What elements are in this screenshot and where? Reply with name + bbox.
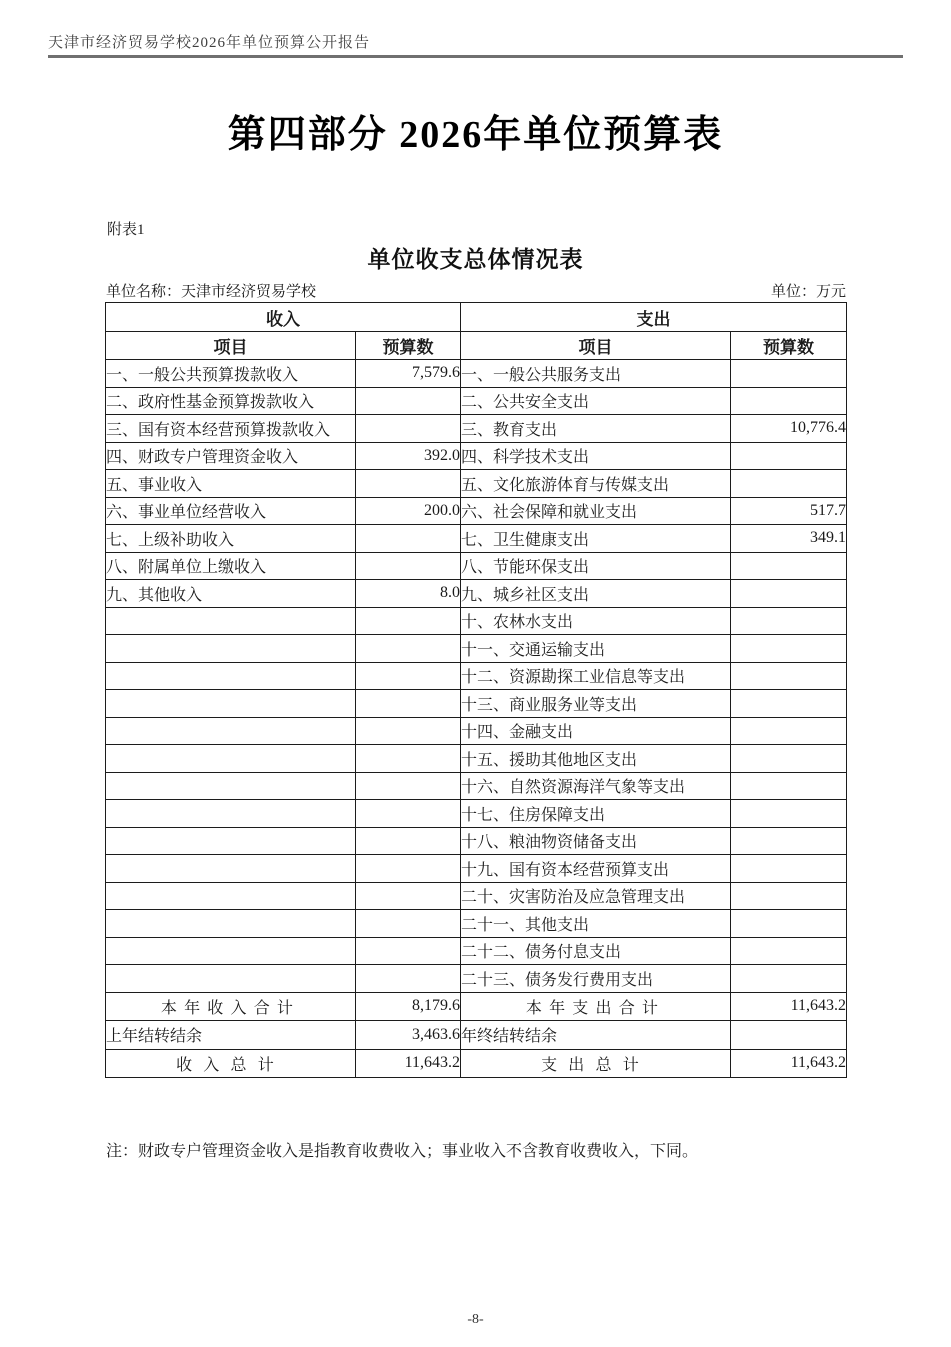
expense-section-header: 支出 xyxy=(461,303,847,332)
expense-value-cell xyxy=(731,470,847,498)
expense-value-cell xyxy=(731,965,847,993)
expense-value-cell: 11,643.2 xyxy=(731,1049,847,1078)
income-value-cell xyxy=(356,800,461,828)
table-row xyxy=(106,965,847,993)
income-item-cell xyxy=(106,717,356,745)
expense-value-cell xyxy=(731,745,847,773)
income-item-cell: 上年结转结余 xyxy=(106,1021,356,1050)
income-value-cell xyxy=(356,827,461,855)
income-value-cell xyxy=(356,910,461,938)
table-section-header-row xyxy=(106,303,847,332)
income-item-cell: 一、一般公共预算拨款收入 xyxy=(106,360,356,388)
table-row xyxy=(106,415,847,443)
expense-item-cell: 二、公共安全支出 xyxy=(461,387,731,415)
income-item-cell xyxy=(106,690,356,718)
table-column-header-row xyxy=(106,332,847,360)
income-value-cell xyxy=(356,387,461,415)
income-item-cell: 八、附属单位上缴收入 xyxy=(106,552,356,580)
table-row xyxy=(106,387,847,415)
expense-value-cell xyxy=(731,772,847,800)
income-value-cell xyxy=(356,772,461,800)
income-value-cell xyxy=(356,882,461,910)
income-section-header: 收入 xyxy=(106,303,461,332)
budget-table-body xyxy=(106,360,847,1078)
attachment-label: 附表1 xyxy=(107,222,145,238)
unit-name: 单位名称：天津市经济贸易学校 xyxy=(106,284,317,300)
expense-item-cell: 八、节能环保支出 xyxy=(461,552,731,580)
table-row xyxy=(106,882,847,910)
income-value-cell xyxy=(356,937,461,965)
table-meta-line xyxy=(106,280,846,301)
income-item-cell: 七、上级补助收入 xyxy=(106,525,356,553)
table-row xyxy=(106,580,847,608)
table-row xyxy=(106,662,847,690)
expense-value-cell xyxy=(731,800,847,828)
main-title: 第四部分 2026年单位预算表 xyxy=(227,114,724,156)
income-value-cell xyxy=(356,552,461,580)
table-row xyxy=(106,607,847,635)
expense-item-cell: 九、城乡社区支出 xyxy=(461,580,731,608)
income-item-cell xyxy=(106,965,356,993)
expense-item-cell: 十三、商业服务业等支出 xyxy=(461,690,731,718)
income-item-cell xyxy=(106,745,356,773)
table-summary-row xyxy=(106,992,847,1021)
expense-value-cell xyxy=(731,1021,847,1050)
income-value-cell: 392.0 xyxy=(356,442,461,470)
page-number: -8- xyxy=(467,1312,484,1327)
expense-item-cell: 二十三、债务发行费用支出 xyxy=(461,965,731,993)
expense-item-cell: 十四、金融支出 xyxy=(461,717,731,745)
expense-item-cell: 四、科学技术支出 xyxy=(461,442,731,470)
income-item-cell xyxy=(106,662,356,690)
expense-item-cell: 七、卫生健康支出 xyxy=(461,525,731,553)
expense-budget-header: 预算数 xyxy=(731,332,847,360)
expense-value-cell xyxy=(731,442,847,470)
table-row xyxy=(106,635,847,663)
income-item-header: 项目 xyxy=(106,332,356,360)
income-budget-header: 预算数 xyxy=(356,332,461,360)
income-value-cell xyxy=(356,717,461,745)
expense-item-cell: 十九、国有资本经营预算支出 xyxy=(461,855,731,883)
expense-item-cell: 三、教育支出 xyxy=(461,415,731,443)
table-row xyxy=(106,800,847,828)
expense-item-cell: 二十一、其他支出 xyxy=(461,910,731,938)
income-value-cell xyxy=(356,965,461,993)
table-row xyxy=(106,910,847,938)
expense-value-cell: 517.7 xyxy=(731,497,847,525)
expense-value-cell: 349.1 xyxy=(731,525,847,553)
expense-item-cell: 十一、交通运输支出 xyxy=(461,635,731,663)
income-value-cell xyxy=(356,690,461,718)
income-item-cell: 五、事业收入 xyxy=(106,470,356,498)
table-row xyxy=(106,470,847,498)
table-row xyxy=(106,827,847,855)
income-item-cell xyxy=(106,882,356,910)
expense-value-cell xyxy=(731,635,847,663)
income-value-cell xyxy=(356,662,461,690)
income-value-cell xyxy=(356,607,461,635)
table-row xyxy=(106,855,847,883)
expense-item-cell: 支出总计 xyxy=(461,1049,731,1078)
expense-value-cell xyxy=(731,580,847,608)
expense-value-cell xyxy=(731,360,847,388)
expense-value-cell xyxy=(731,855,847,883)
table-row xyxy=(106,442,847,470)
income-value-cell xyxy=(356,415,461,443)
table-title: 单位收支总体情况表 xyxy=(367,247,584,273)
expense-item-cell: 十五、援助其他地区支出 xyxy=(461,745,731,773)
income-item-cell xyxy=(106,607,356,635)
table-row xyxy=(106,690,847,718)
income-item-cell xyxy=(106,827,356,855)
expense-item-cell: 二十二、债务付息支出 xyxy=(461,937,731,965)
expense-value-cell xyxy=(731,387,847,415)
income-value-cell xyxy=(356,745,461,773)
income-item-cell: 四、财政专户管理资金收入 xyxy=(106,442,356,470)
income-value-cell: 11,643.2 xyxy=(356,1049,461,1078)
expense-value-cell xyxy=(731,882,847,910)
income-item-cell xyxy=(106,937,356,965)
expense-item-cell: 年终结转结余 xyxy=(461,1021,731,1050)
expense-item-cell: 十六、自然资源海洋气象等支出 xyxy=(461,772,731,800)
table-row xyxy=(106,937,847,965)
table-summary-row xyxy=(106,1049,847,1078)
income-item-cell: 九、其他收入 xyxy=(106,580,356,608)
expense-item-cell: 十二、资源勘探工业信息等支出 xyxy=(461,662,731,690)
expense-value-cell xyxy=(731,937,847,965)
table-row xyxy=(106,497,847,525)
income-value-cell xyxy=(356,855,461,883)
expense-item-cell: 十、农林水支出 xyxy=(461,607,731,635)
income-value-cell xyxy=(356,525,461,553)
income-item-cell: 二、政府性基金预算拨款收入 xyxy=(106,387,356,415)
expense-item-cell: 本年支出合计 xyxy=(461,992,731,1021)
expense-item-cell: 六、社会保障和就业支出 xyxy=(461,497,731,525)
income-item-cell xyxy=(106,910,356,938)
expense-value-cell xyxy=(731,910,847,938)
income-item-cell xyxy=(106,800,356,828)
income-value-cell xyxy=(356,635,461,663)
expense-value-cell xyxy=(731,552,847,580)
expense-item-header: 项目 xyxy=(461,332,731,360)
income-value-cell: 7,579.6 xyxy=(356,360,461,388)
expense-value-cell xyxy=(731,607,847,635)
expense-value-cell: 11,643.2 xyxy=(731,992,847,1021)
income-value-cell xyxy=(356,470,461,498)
expense-value-cell xyxy=(731,690,847,718)
expense-item-cell: 二十、灾害防治及应急管理支出 xyxy=(461,882,731,910)
table-row xyxy=(106,717,847,745)
expense-item-cell: 十八、粮油物资储备支出 xyxy=(461,827,731,855)
expense-value-cell xyxy=(731,717,847,745)
report-header: 天津市经济贸易学校2026年单位预算公开报告 xyxy=(48,35,371,51)
footnote: 注：财政专户管理资金收入是指教育收费收入；事业收入不含教育收费收入，下同。 xyxy=(106,1143,699,1160)
expense-value-cell xyxy=(731,827,847,855)
unit-label: 单位：万元 xyxy=(770,284,846,300)
income-value-cell: 8.0 xyxy=(356,580,461,608)
table-summary-row xyxy=(106,1021,847,1050)
header-rule xyxy=(48,55,903,58)
income-item-cell xyxy=(106,855,356,883)
income-item-cell: 三、国有资本经营预算拨款收入 xyxy=(106,415,356,443)
table-row xyxy=(106,772,847,800)
expense-item-cell: 一、一般公共服务支出 xyxy=(461,360,731,388)
income-value-cell: 200.0 xyxy=(356,497,461,525)
income-item-cell: 本年收入合计 xyxy=(106,992,356,1021)
income-item-cell xyxy=(106,772,356,800)
expense-item-cell: 五、文化旅游体育与传媒支出 xyxy=(461,470,731,498)
expense-item-cell: 十七、住房保障支出 xyxy=(461,800,731,828)
income-item-cell: 六、事业单位经营收入 xyxy=(106,497,356,525)
expense-value-cell: 10,776.4 xyxy=(731,415,847,443)
expense-value-cell xyxy=(731,662,847,690)
table-row xyxy=(106,745,847,773)
table-row xyxy=(106,552,847,580)
table-row xyxy=(106,525,847,553)
income-item-cell xyxy=(106,635,356,663)
table-row xyxy=(106,360,847,388)
income-value-cell: 8,179.6 xyxy=(356,992,461,1021)
income-value-cell: 3,463.6 xyxy=(356,1021,461,1050)
budget-table xyxy=(105,302,847,1078)
income-item-cell: 收入总计 xyxy=(106,1049,356,1078)
